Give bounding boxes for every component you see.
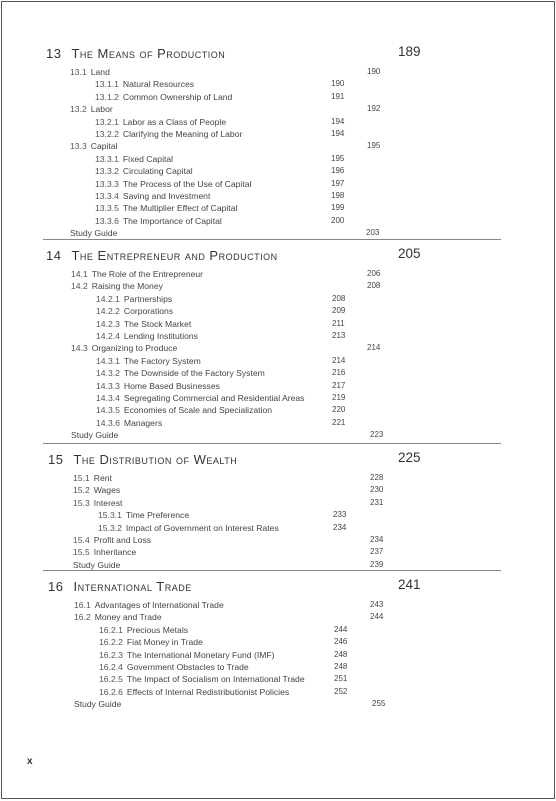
entry-page-number: 206 [367, 269, 381, 278]
section-number: 13.3.4 [95, 190, 119, 201]
toc-entry[interactable] [2, 367, 556, 379]
entry-label [95, 202, 237, 214]
chapter-title-text: The Means of Production [71, 46, 226, 61]
entry-label [96, 293, 172, 305]
section-title: Home Based Businesses [123, 380, 220, 391]
entry-page-number: 190 [367, 67, 381, 76]
toc-entry[interactable] [2, 611, 556, 623]
toc-entry[interactable] [2, 215, 556, 227]
section-title: Common Ownership of Land [122, 91, 233, 102]
toc-entry[interactable] [2, 599, 556, 611]
toc-entry[interactable] [2, 534, 556, 546]
toc-entry[interactable] [2, 318, 556, 330]
entry-label [71, 268, 203, 280]
section-number: 14.3.6 [96, 417, 120, 428]
section-number: 14.3.1 [96, 355, 120, 366]
chapter-title [48, 579, 192, 594]
section-title: Corporations [123, 306, 174, 317]
section-number: 13.3.2 [95, 166, 119, 177]
toc-entry[interactable] [2, 417, 556, 429]
page-number: x [27, 756, 33, 767]
entry-label [96, 318, 191, 330]
entry-page-number: 192 [367, 104, 381, 114]
entry-page-number: 198 [331, 190, 345, 200]
chapter-block [2, 579, 556, 711]
section-title: Money and Trade [94, 612, 162, 623]
toc-entry[interactable] [2, 140, 556, 152]
entry-label [70, 66, 110, 78]
section-number: 16.2.4 [99, 661, 123, 672]
entry-page-number: 214 [332, 355, 346, 365]
section-title: Partnerships [123, 293, 173, 304]
section-title: Segregating Commercial and Residential Areas [123, 392, 305, 403]
entry-page-number: 194 [331, 116, 345, 126]
entry-page-number: 200 [331, 215, 345, 225]
toc-entry[interactable] [2, 66, 556, 78]
section-number: 14.3.2 [96, 368, 120, 379]
entry-label [99, 624, 188, 636]
section-number: 16.2.1 [99, 624, 123, 635]
entry-label [71, 342, 177, 354]
section-title: Effects of Internal Redistributionist Policies [126, 686, 290, 697]
entry-page-number: 244 [334, 624, 348, 634]
section-title: The Downside of the Factory System [123, 368, 265, 379]
entry-page-number: 220 [332, 405, 346, 415]
entry-label [96, 355, 201, 367]
section-title: Government Obstacles to Trade [126, 661, 249, 672]
section-number: 16.2.3 [99, 649, 123, 660]
entry-page-number: 223 [370, 430, 384, 440]
entry-label [74, 599, 224, 611]
entry-page-number: 221 [332, 417, 346, 427]
entry-page-number: 209 [332, 306, 346, 316]
section-title: Organizing to Produce [91, 343, 178, 354]
section-number: 13.3.1 [95, 153, 119, 164]
section-number: 14.2.2 [96, 306, 120, 317]
entry-label [98, 522, 279, 534]
study-guide-entry[interactable] [2, 227, 556, 239]
section-number: 15.3.1 [98, 510, 122, 521]
entry-page-number: 251 [334, 674, 348, 684]
section-number: 16.2.6 [99, 686, 123, 697]
section-number: 13.1 [70, 67, 87, 77]
entry-label [96, 367, 265, 379]
section-number: 14.3.4 [96, 392, 120, 403]
section-title: Study Guide [73, 559, 121, 570]
entry-page-number: 228 [370, 473, 384, 482]
chapter-number: 14 [46, 248, 62, 263]
toc-entry[interactable] [2, 649, 556, 661]
chapter-title-text: International Trade [73, 579, 192, 594]
toc-entry[interactable] [2, 268, 556, 280]
study-guide-entry[interactable] [2, 429, 556, 441]
entry-label [99, 649, 275, 661]
section-number: 16.1 [74, 600, 91, 610]
entry-page-number: 231 [370, 497, 384, 507]
entry-label [74, 698, 121, 710]
toc-entry[interactable] [2, 546, 556, 558]
entry-label [73, 484, 120, 496]
entry-page-number: 216 [332, 368, 346, 378]
entry-label [70, 227, 117, 239]
chapter-page-number: 225 [398, 450, 421, 465]
section-title: Advantages of International Trade [94, 600, 224, 610]
entry-label [96, 404, 272, 416]
section-number: 14.2.4 [96, 330, 120, 341]
entry-page-number: 213 [332, 330, 346, 340]
chapter-title [48, 452, 237, 467]
chapter-number: 13 [46, 46, 62, 61]
study-guide-entry[interactable] [2, 698, 556, 710]
entry-page-number: 234 [333, 522, 347, 532]
toc-entry[interactable] [2, 636, 556, 648]
entry-label [95, 128, 242, 140]
entry-label [95, 165, 193, 177]
entry-page-number: 248 [334, 661, 348, 671]
section-number: 13.2 [70, 104, 87, 115]
section-number: 13.2.1 [95, 116, 119, 127]
entry-label [99, 686, 289, 698]
chapter-number: 16 [48, 579, 64, 594]
entry-page-number: 199 [331, 203, 345, 213]
section-title: The Factory System [123, 355, 201, 366]
toc-entry[interactable] [2, 178, 556, 190]
toc-entry[interactable] [2, 153, 556, 165]
section-title: The Multiplier Effect of Capital [122, 203, 238, 214]
section-number: 16.2.2 [99, 637, 123, 648]
section-title: Fiat Money in Trade [126, 637, 203, 648]
entry-page-number: 208 [332, 293, 346, 303]
entry-label [95, 91, 232, 103]
section-title: Economies of Scale and Specialization [123, 405, 272, 416]
toc-entry[interactable] [2, 624, 556, 636]
entry-page-number: 190 [331, 79, 345, 89]
entry-page-number: 203 [366, 228, 380, 238]
section-title: Land [90, 67, 110, 77]
entry-label [96, 392, 304, 404]
chapter-heading[interactable] [2, 579, 556, 599]
entry-label [96, 330, 198, 342]
section-number: 15.3 [73, 497, 90, 508]
section-number: 13.3 [70, 141, 87, 152]
section-divider [43, 570, 501, 571]
section-title: Saving and Investment [122, 190, 211, 201]
entry-page-number: 233 [333, 510, 347, 520]
section-divider [43, 443, 501, 444]
entry-page-number: 195 [331, 153, 345, 163]
entry-label [96, 380, 220, 392]
toc-entry[interactable] [2, 78, 556, 90]
entry-label [95, 116, 226, 128]
section-title: Labor as a Class of People [122, 116, 227, 127]
toc-entry[interactable] [2, 116, 556, 128]
toc-entry[interactable] [2, 190, 556, 202]
entry-label [73, 497, 122, 509]
entry-label [96, 417, 162, 429]
entry-label [95, 190, 210, 202]
entry-label [70, 140, 118, 152]
section-title: The Stock Market [123, 318, 192, 329]
entry-label [98, 509, 189, 521]
section-number: 16.2.5 [99, 674, 123, 685]
entry-page-number: 237 [370, 547, 384, 557]
section-title: Rent [93, 473, 112, 483]
entry-page-number: 234 [370, 534, 384, 544]
entry-label [96, 305, 173, 317]
entry-label [95, 178, 251, 190]
section-title: The Importance of Capital [122, 215, 222, 226]
entry-page-number: 195 [367, 141, 381, 151]
section-title: The Process of the Use of Capital [122, 178, 252, 189]
section-number: 13.1.1 [95, 79, 119, 90]
section-number: 16.2 [74, 612, 91, 623]
section-number: 13.3.3 [95, 178, 119, 189]
section-title: Time Preference [125, 510, 190, 521]
section-title: Capital [90, 141, 118, 152]
entry-page-number: 252 [334, 686, 348, 696]
entry-label [71, 429, 118, 441]
toc-entry[interactable] [2, 404, 556, 416]
entry-label [73, 534, 151, 546]
section-title: Raising the Money [91, 281, 163, 292]
chapter-block [2, 452, 556, 571]
section-title: Wages [93, 485, 121, 496]
entry-label [99, 661, 249, 673]
toc-entry[interactable] [2, 165, 556, 177]
section-number: 15.3.2 [98, 522, 122, 533]
toc-entry[interactable] [2, 128, 556, 140]
entry-label [95, 153, 173, 165]
entry-page-number: 230 [370, 485, 384, 495]
section-title: Study Guide [71, 430, 119, 441]
section-title: Inheritance [93, 547, 137, 558]
entry-page-number: 211 [332, 318, 345, 328]
toc-entry[interactable] [2, 673, 556, 685]
toc-entry[interactable] [2, 522, 556, 534]
chapter-number: 15 [48, 452, 64, 467]
entry-page-number: 243 [370, 600, 384, 609]
toc-page [1, 1, 555, 799]
section-title: Precious Metals [126, 624, 189, 635]
entry-label [73, 546, 136, 558]
entry-page-number: 255 [372, 699, 386, 709]
entry-label [71, 280, 163, 292]
section-number: 15.4 [73, 534, 90, 545]
entry-page-number: 194 [331, 128, 345, 138]
entry-label [70, 103, 113, 115]
toc-entry[interactable] [2, 661, 556, 673]
chapter-title [46, 46, 225, 61]
section-number: 13.2.2 [95, 128, 119, 139]
section-title: The Impact of Socialism on International Trade [126, 674, 305, 685]
toc-entry[interactable] [2, 509, 556, 521]
entry-page-number: 244 [370, 612, 384, 622]
section-number: 14.3.5 [96, 405, 120, 416]
section-title: Study Guide [70, 228, 118, 239]
toc-entry[interactable] [2, 305, 556, 317]
entry-label [74, 611, 162, 623]
chapter-page-number: 241 [398, 577, 421, 592]
section-number: 15.1 [73, 473, 90, 483]
section-divider [43, 239, 501, 240]
section-title: Clarifying the Meaning of Labor [122, 128, 243, 139]
toc-entry[interactable] [2, 293, 556, 305]
section-number: 14.2.3 [96, 318, 120, 329]
chapter-page-number: 189 [398, 44, 421, 59]
section-title: The International Monetary Fund (IMF) [126, 649, 275, 660]
entry-page-number: 239 [370, 559, 384, 569]
entry-page-number: 219 [332, 392, 346, 402]
toc-entry[interactable] [2, 103, 556, 115]
entry-label [99, 673, 305, 685]
section-title: Study Guide [74, 699, 122, 710]
chapter-title-text: The Distribution of Wealth [73, 452, 238, 467]
section-number: 14.2.1 [96, 293, 120, 304]
entry-page-number: 246 [334, 637, 348, 647]
entry-page-number: 196 [331, 166, 345, 176]
entry-page-number: 208 [367, 281, 381, 291]
toc-entry[interactable] [2, 484, 556, 496]
toc-entry[interactable] [2, 202, 556, 214]
entry-page-number: 191 [331, 91, 345, 101]
toc-entry[interactable] [2, 472, 556, 484]
section-title: Lending Institutions [123, 330, 198, 341]
toc-entry[interactable] [2, 91, 556, 103]
toc-entry[interactable] [2, 342, 556, 354]
entry-label [95, 78, 194, 90]
toc-entry[interactable] [2, 497, 556, 509]
toc-entry[interactable] [2, 380, 556, 392]
entry-page-number: 248 [334, 649, 348, 659]
section-number: 13.3.5 [95, 203, 119, 214]
chapter-block [2, 248, 556, 441]
section-title: The Role of the Entrepreneur [91, 269, 204, 279]
entry-page-number: 197 [331, 178, 345, 188]
section-number: 14.1 [71, 269, 88, 279]
section-title: Natural Resources [122, 79, 195, 90]
section-title: Labor [90, 104, 113, 115]
chapter-heading[interactable] [2, 46, 556, 66]
section-number: 14.3 [71, 343, 88, 354]
section-title: Impact of Government on Interest Rates [125, 522, 279, 533]
section-number: 15.5 [73, 547, 90, 558]
chapter-page-number: 205 [398, 246, 421, 261]
section-title: Managers [123, 417, 163, 428]
entry-label [99, 636, 203, 648]
section-number: 13.3.6 [95, 215, 119, 226]
chapter-block [2, 46, 556, 239]
section-title: Profit and Loss [93, 534, 152, 545]
section-number: 14.2 [71, 281, 88, 292]
toc-entry[interactable] [2, 392, 556, 404]
chapter-heading[interactable] [2, 248, 556, 268]
section-title: Interest [93, 497, 123, 508]
section-title: Fixed Capital [122, 153, 174, 164]
toc-entry[interactable] [2, 330, 556, 342]
section-number: 15.2 [73, 485, 90, 496]
chapter-title-text: The Entrepreneur and Production [71, 248, 278, 263]
toc-entry[interactable] [2, 686, 556, 698]
toc-entry[interactable] [2, 355, 556, 367]
toc-entry[interactable] [2, 280, 556, 292]
entry-page-number: 214 [367, 343, 381, 353]
chapter-heading[interactable] [2, 452, 556, 472]
section-number: 14.3.3 [96, 380, 120, 391]
section-number: 13.1.2 [95, 91, 119, 102]
entry-label [95, 215, 222, 227]
entry-label [73, 472, 112, 484]
entry-page-number: 217 [332, 380, 346, 390]
section-title: Circulating Capital [122, 166, 193, 177]
chapter-title [46, 248, 278, 263]
